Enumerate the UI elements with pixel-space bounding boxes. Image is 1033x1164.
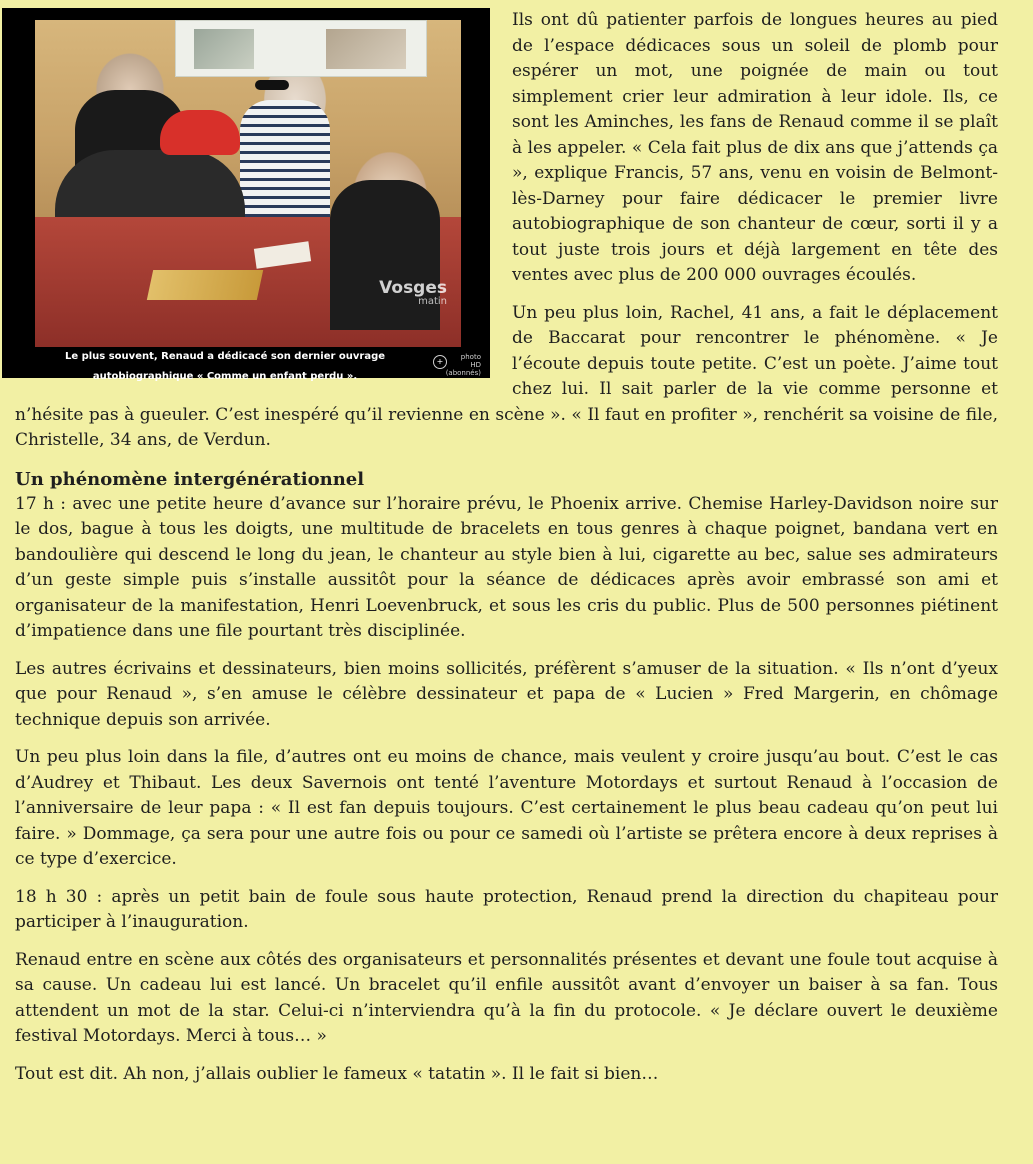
hd-badge-line2: HD xyxy=(470,361,481,369)
paragraph-audrey-thibaut: Un peu plus loin dans la file, d’autres ont eu moins de chance, mais veulent y croire jusqu’au bout. C’est le cas d’Audrey et Thibaut. Les deux Savernois ont tenté l’aventure Motordays et surtout Renaud à l’occasion de l’anniversaire de leur papa : « Il est fan depuis toujours. C’est certainement le plus beau cadeau qu’on peut lui faire. » Dommage, ça sera pour une autre fois ou pour ce samedi où l’artiste se prêtera encore à deux reprises à ce type d’exercice. xyxy=(15,747,998,869)
photo-renaud xyxy=(330,180,440,330)
photo-renaud-signing[interactable] xyxy=(35,20,461,347)
section-subheading: Un phénomène intergénérationnel xyxy=(15,468,365,490)
paragraph-intro: Ils ont dû patienter parfois de longues heures au pied de l’espace dédicaces sous un soleil de plomb pour espérer un mot, une poignée de main ou tout simplement crier leur admiration à leur idole. Ils, ce sont les Aminches, les fans de Renaud comme il se plaît à les appeler. « Cela fait plus de dix ans que j’attends ça », explique Francis, 57 ans, venu en voisin de Belmont-lès-Darney pour faire dédicacer le premier livre autobiographique de son chanteur de cœur, sorti il y a tout juste trois jours et déjà largement en tête des ventes avec plus de 200 000 ouvrages écoulés. xyxy=(512,10,998,285)
photo-hd-badge[interactable] xyxy=(433,353,481,377)
paragraph-stage: Renaud entre en scène aux côtés des organisateurs et personnalités présentes et devant une foule tout acquise à sa cause. Un cadeau lui est lancé. Un bracelet qu’il enfile aussitôt avant d’envoyer un baiser à sa fan. Tous attendent un mot de la star. Celui-ci n’interviendra qu’à la fin du protocole. « Je déclare ouvert le deuxième festival Motordays. Merci à tous… » xyxy=(15,949,998,1046)
photo-books xyxy=(147,270,263,300)
hd-badge-line1: photo xyxy=(460,353,481,361)
vosges-matin-watermark-logo xyxy=(379,280,447,307)
paragraph-closing: Tout est dit. Ah non, j’allais oublier le fameux « tatatin ». Il le fait si bien… xyxy=(15,1063,659,1084)
paragraph-inauguration: 18 h 30 : après un petit bain de foule sous haute protection, Renaud prend la direction du chapiteau pour participer à l’inauguration. xyxy=(15,886,998,932)
paragraph-rachel: Un peu plus loin, Rachel, 41 ans, a fait le déplacement de Baccarat pour rencontrer le phénomène. « Je l’écoute depuis toute petite. C’est un poète. J’aime tout chez lui. Il sait parler de la vie comme personne et n’hésite pas à gueuler. C’est inespéré qu’il revienne en scène ». « Il faut en profiter », renchérit sa voisine de file, Christelle, 34 ans, de Verdun. xyxy=(15,302,998,450)
logo-sub-text: matin xyxy=(418,296,447,307)
photo-person-striped-shirt xyxy=(240,100,330,230)
magnify-icon: + xyxy=(433,355,447,369)
photo-caption: Le plus souvent, Renaud a dédicacé son dernier ouvrage autobiographique « Comme un enfant perdu ». xyxy=(64,351,386,382)
logo-main-text: Vosges xyxy=(379,278,447,298)
paragraph-other-authors: Les autres écrivains et dessinateurs, bien moins sollicités, préfèrent s’amuser de la situation. « Ils n’ont d’yeux que pour Renaud », s’en amuse le célèbre dessinateur et papa de « Lucien » Fred Margerin, en chômage technique depuis son arrivée. xyxy=(15,658,998,730)
photo-background-banner xyxy=(175,20,427,77)
article-photo-figure[interactable] xyxy=(2,8,490,382)
photo-sunglasses xyxy=(255,80,289,90)
paragraph-arrival: 17 h : avec une petite heure d’avance sur l’horaire prévu, le Phoenix arrive. Chemise Harley-Davidson noire sur le dos, bague à tous les doigts, une multitude de bracelets en tous genres à chaque poignet, bandana vert en bandoulière qui descend le long du jean, le chanteur au style bien à lui, cigarette au bec, salue ses admirateurs d’un geste simple puis s’installe aussitôt pour la séance de dédicaces après avoir embrassé son ami et organisateur de la manifestation, Henri Loevenbruck, et sous les cris du public. Plus de 500 personnes piétinent d’impatience dans une file pourtant très disciplinée. xyxy=(15,493,998,641)
hd-badge-line3: (abonnés) xyxy=(445,369,481,377)
photo-red-bandana xyxy=(160,110,240,155)
